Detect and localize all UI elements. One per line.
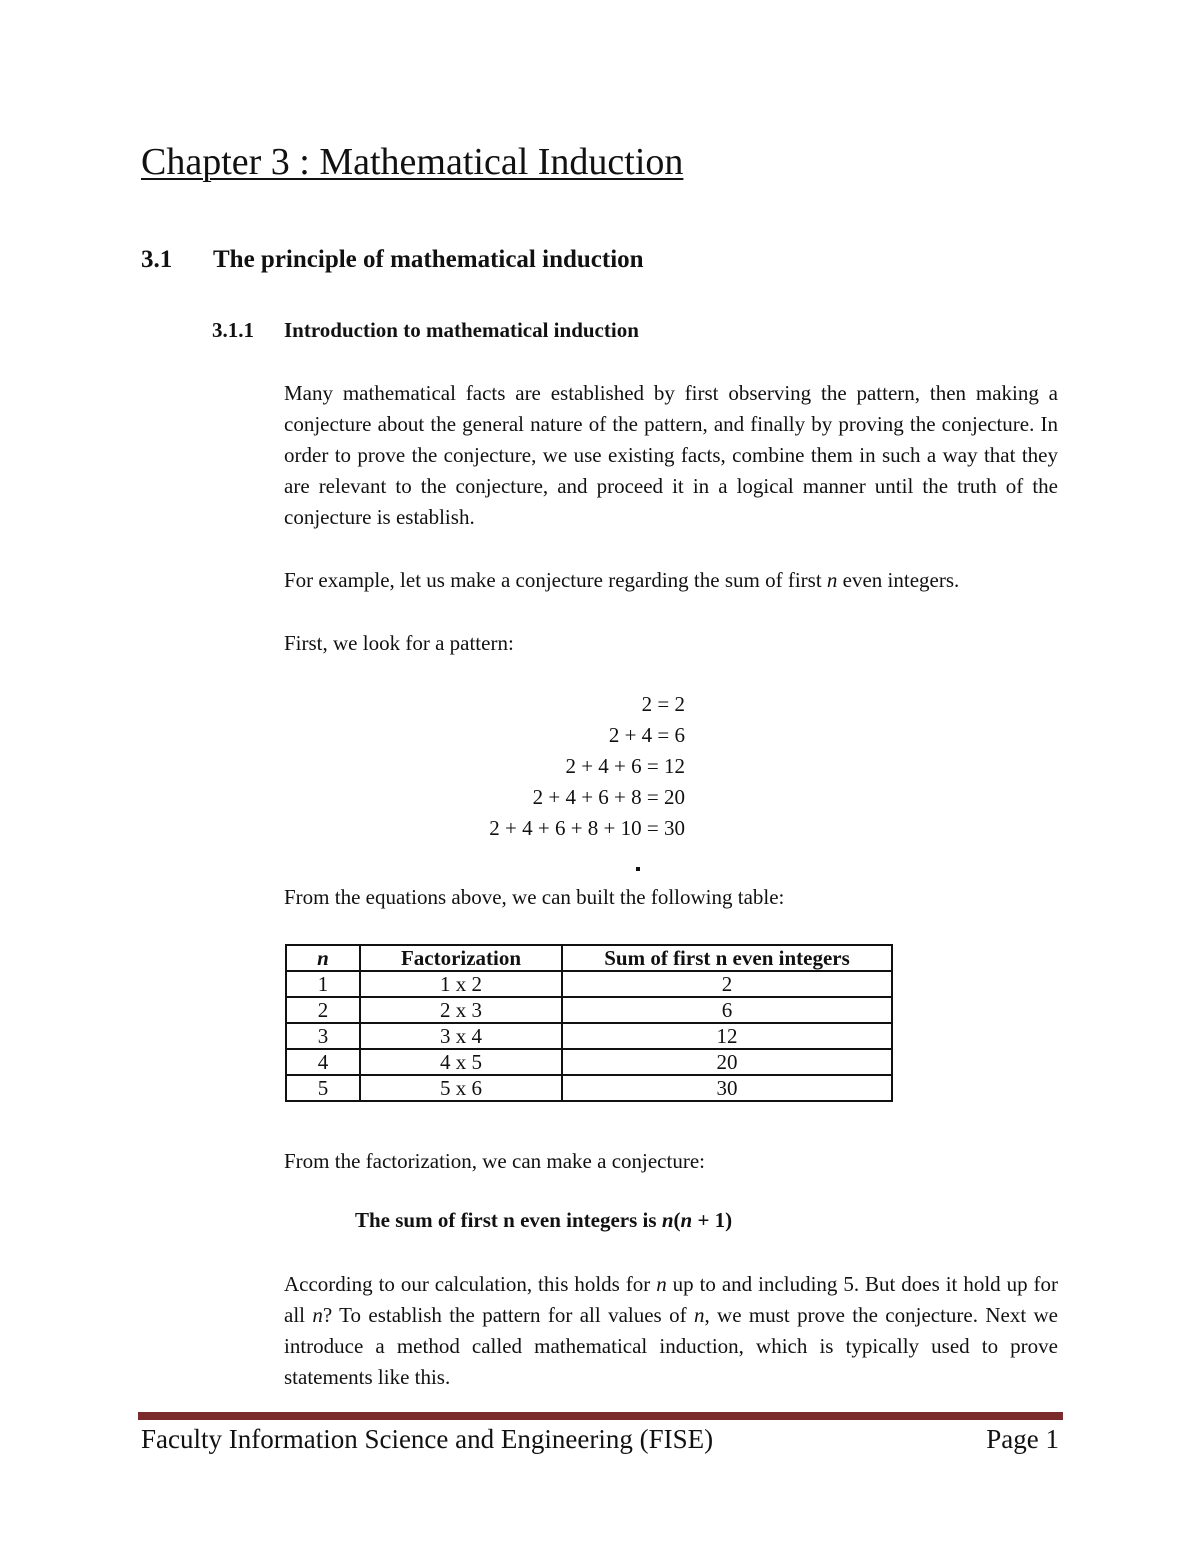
cell-factorization: 4 x 5	[360, 1049, 562, 1075]
continuation-dot	[636, 867, 640, 871]
table-row	[286, 1023, 892, 1049]
cell-sum: 20	[562, 1049, 892, 1075]
closing-text: up to and including 5. But does it hold up for all	[284, 1272, 1059, 1327]
cell-n: 2	[286, 997, 360, 1023]
page-number: Page 1	[986, 1424, 1059, 1454]
closing-variable: n	[656, 1272, 667, 1296]
closing-paragraph	[284, 1269, 1058, 1393]
intro-paragraph: Many mathematical facts are established by first observing the pattern, then making a conjecture about the general nature of the pattern, and finally by proving the conjecture. In order to prove the conjecture, we use existing facts, combine them in such a way that they are relevant to the conjecture, and proceed it in a logical manner until the truth of the conjecture is establish.	[284, 381, 1058, 529]
example-paragraph	[284, 565, 1058, 596]
subsection-number: 3.1.1	[212, 318, 254, 342]
cell-sum: 12	[562, 1023, 892, 1049]
footer-rule	[138, 1412, 1063, 1420]
conjecture-paren: (	[673, 1208, 681, 1232]
closing-variable: n	[693, 1303, 705, 1327]
equation-line: 2 + 4 + 6 + 8 + 10 = 30	[489, 816, 685, 840]
example-variable: n	[826, 568, 838, 592]
cell-sum: 30	[562, 1075, 892, 1101]
factorization-paragraph: From the factorization, we can make a conjecture:	[284, 1149, 705, 1173]
closing-text: According to our calculation, this holds for	[284, 1272, 657, 1296]
table-row	[286, 1075, 892, 1101]
equation-line: 2 + 4 + 6 + 8 = 20	[532, 785, 685, 809]
cell-n: 5	[286, 1075, 360, 1101]
pattern-paragraph: First, we look for a pattern:	[284, 631, 514, 655]
equation-line: 2 = 2	[641, 692, 685, 716]
conjecture-var: n	[661, 1208, 674, 1232]
closing-variable: n	[312, 1303, 323, 1327]
cell-sum: 2	[562, 971, 892, 997]
cell-factorization: 1 x 2	[360, 971, 562, 997]
cell-n: 4	[286, 1049, 360, 1075]
table-row	[286, 1049, 892, 1075]
section-title: The principle of mathematical induction	[213, 246, 644, 273]
cell-factorization: 5 x 6	[360, 1075, 562, 1101]
cell-factorization: 3 x 4	[360, 1023, 562, 1049]
closing-text: ? To establish the pattern for all values of	[322, 1303, 694, 1327]
equation-line: 2 + 4 = 6	[608, 723, 685, 747]
header-sum: Sum of first n even integers	[562, 945, 892, 971]
conjecture-tail: + 1)	[692, 1208, 733, 1232]
cell-factorization: 2 x 3	[360, 997, 562, 1023]
cell-sum: 6	[562, 997, 892, 1023]
header-factorization: Factorization	[360, 945, 562, 971]
conjecture-text: The sum of first n even integers is	[355, 1208, 662, 1232]
chapter-title: Chapter 3 : Mathematical Induction	[141, 141, 684, 183]
section-number: 3.1	[141, 246, 173, 273]
conjecture-statement	[355, 1208, 732, 1233]
table-header-row	[286, 945, 892, 971]
table-row	[286, 997, 892, 1023]
subsection-title: Introduction to mathematical induction	[284, 318, 639, 342]
example-text-start: For example, let us make a conjecture regarding the sum of first	[284, 568, 827, 592]
equation-line: 2 + 4 + 6 = 12	[565, 754, 685, 778]
footer-text: Faculty Information Science and Engineering (FISE)	[141, 1424, 714, 1454]
header-n-text: n	[317, 946, 329, 970]
conjecture-var: n	[680, 1208, 693, 1232]
table-intro-paragraph: From the equations above, we can built the following table:	[284, 885, 785, 909]
cell-n: 3	[286, 1023, 360, 1049]
closing-text: , we must prove the conjecture. Next we introduce a method called mathematical induction, which is typically used to prove statements like this.	[284, 1303, 1058, 1389]
header-n	[286, 945, 360, 971]
table-row	[286, 971, 892, 997]
cell-n: 1	[286, 971, 360, 997]
example-text-end: even integers.	[837, 568, 960, 592]
factorization-table	[285, 944, 893, 1102]
